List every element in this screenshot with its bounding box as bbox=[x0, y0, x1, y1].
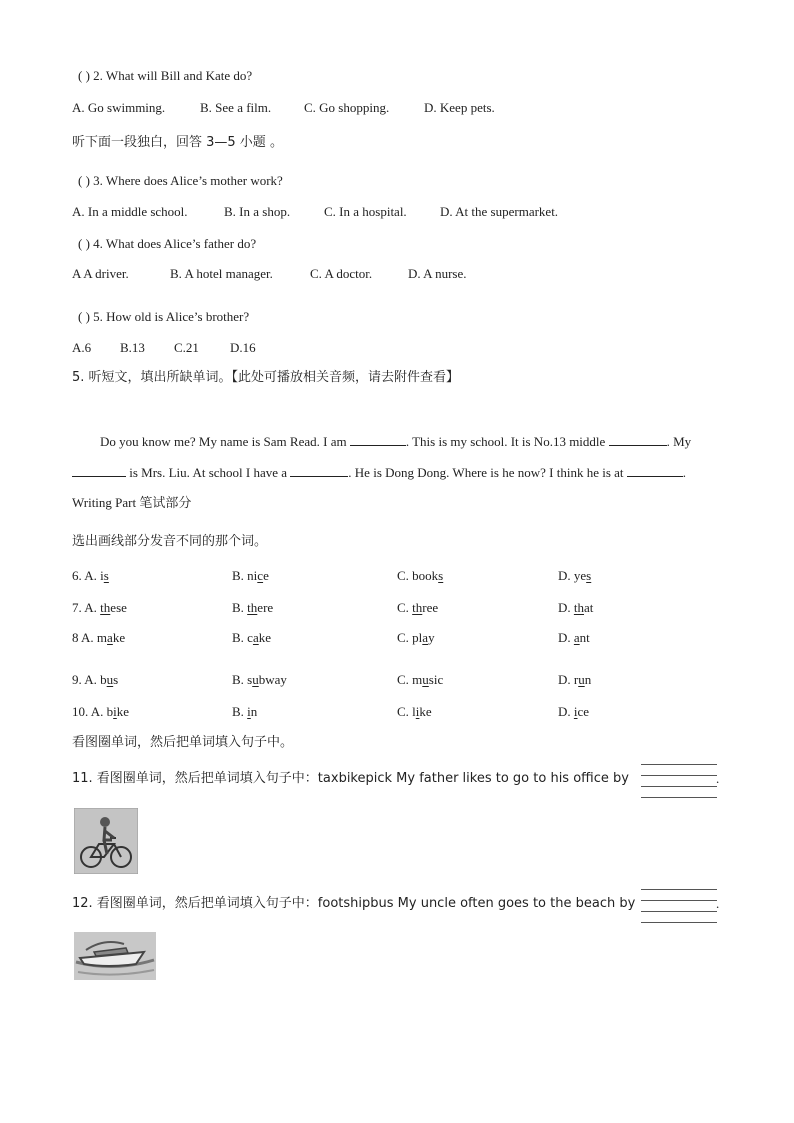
underlined-letters: u bbox=[422, 672, 429, 687]
word-part: B. s bbox=[232, 672, 253, 687]
blank-4 bbox=[290, 464, 348, 477]
word-part: bway bbox=[258, 672, 287, 687]
underlined-letters: i bbox=[113, 704, 117, 719]
writing-part-heading: Writing Part 笔试部分 bbox=[72, 495, 192, 510]
phonetics-q7-option-c bbox=[397, 600, 438, 616]
picture-instruction: 看图圈单词，然后把单词填入句子中。 bbox=[72, 735, 294, 750]
word-part: B. ni bbox=[232, 568, 258, 583]
blank-3 bbox=[72, 464, 126, 477]
blank-5 bbox=[627, 464, 683, 477]
underlined-letters: u bbox=[578, 672, 585, 687]
q2-stem: ( ) 2. What will Bill and Kate do? bbox=[78, 68, 253, 83]
word-part: ke bbox=[116, 704, 130, 719]
word-part: ke bbox=[258, 630, 272, 645]
phonetics-q8-option-d bbox=[558, 630, 590, 646]
underlined-letters: i bbox=[247, 704, 251, 719]
word-part: b bbox=[100, 672, 107, 687]
underlined-letters: s bbox=[103, 568, 109, 583]
underlined-letters: i bbox=[573, 704, 578, 719]
q2-option-b: B. See a film. bbox=[200, 100, 272, 115]
underlined-letters: th bbox=[100, 600, 111, 615]
phonetics-q7-option-d bbox=[558, 600, 593, 616]
word-part: D. r bbox=[558, 672, 579, 687]
q5-stem: ( ) 5. How old is Alice’s brother? bbox=[78, 309, 250, 324]
q4-option-d: D. A nurse. bbox=[408, 266, 467, 281]
phonetics-q9-option-d bbox=[558, 672, 591, 688]
word-part: i bbox=[100, 568, 104, 583]
word-part: B. bbox=[232, 600, 248, 615]
question-number: 8 A. bbox=[72, 630, 97, 645]
phonetics-q6-option-a bbox=[72, 568, 109, 584]
word-part: ere bbox=[257, 600, 274, 615]
q4-option-c: C. A doctor. bbox=[310, 266, 373, 281]
phonetics-q7-option-a bbox=[72, 600, 127, 616]
word-part: e bbox=[263, 568, 269, 583]
q5-option-c: C.21 bbox=[174, 340, 199, 355]
word-part: C. m bbox=[397, 672, 423, 687]
instruction-3-5: 听下面一段独白，回答 3—5 小题 。 bbox=[72, 135, 283, 150]
phonetics-q6-option-d bbox=[558, 568, 591, 584]
boy-riding-bicycle-picture bbox=[74, 808, 138, 874]
q4-option-b: B. A hotel manager. bbox=[170, 266, 273, 281]
phonetics-q9-option-c bbox=[397, 672, 443, 688]
underlined-letters: i bbox=[415, 704, 420, 719]
phonetics-q8-option-a bbox=[72, 630, 125, 646]
q3-option-c: C. In a hospital. bbox=[324, 204, 407, 219]
q5-option-a: A.6 bbox=[72, 340, 92, 355]
word-part: n bbox=[584, 672, 592, 687]
underlined-letters: u bbox=[106, 672, 114, 687]
q4-option-a: A A driver. bbox=[72, 266, 129, 281]
phonetics-q10-option-d bbox=[558, 704, 589, 720]
phonetics-q10-option-b bbox=[232, 704, 257, 720]
q11-period: . bbox=[716, 771, 720, 786]
word-part: sic bbox=[428, 672, 444, 687]
underlined-letters: u bbox=[252, 672, 259, 687]
word-part: at bbox=[584, 600, 594, 615]
word-part: ke bbox=[419, 704, 432, 719]
q11-text: 11. 看图圈单词，然后把单词填入句子中：taxbikepick My father likes to go to his office by bbox=[72, 771, 629, 786]
question-number: 9. A. bbox=[72, 672, 101, 687]
q5-option-b: B.13 bbox=[120, 340, 145, 355]
word-part: n bbox=[250, 704, 258, 719]
q5-option-d: D.16 bbox=[230, 340, 256, 355]
word-part: D. bbox=[558, 704, 574, 719]
q3-stem: ( ) 3. Where does Alice’s mother work? bbox=[78, 173, 283, 188]
underlined-letters: a bbox=[252, 630, 259, 645]
word-part: B. c bbox=[232, 630, 253, 645]
ship-picture bbox=[74, 932, 156, 980]
q3-option-a: A. In a middle school. bbox=[72, 204, 188, 219]
question-number: 6. A. bbox=[72, 568, 101, 583]
word-part: ree bbox=[422, 600, 439, 615]
word-part: nt bbox=[579, 630, 590, 645]
phonetics-q7-option-b bbox=[232, 600, 273, 616]
q12-text: 12. 看图圈单词，然后把单词填入句子中：footshipbus My uncle often goes to the beach by bbox=[72, 896, 636, 911]
underlined-letters: a bbox=[422, 630, 429, 645]
underlined-letters: a bbox=[573, 630, 580, 645]
q2-option-d: D. Keep pets. bbox=[424, 100, 495, 115]
word-part: ke bbox=[112, 630, 126, 645]
word-part: C. pl bbox=[397, 630, 423, 645]
question-number: 10. A. bbox=[72, 704, 107, 719]
phonetics-q8-option-c bbox=[397, 630, 435, 646]
word-part: m bbox=[96, 630, 108, 645]
phonetics-q8-option-b bbox=[232, 630, 271, 646]
phonetics-q6-option-b bbox=[232, 568, 269, 584]
word-part: C. bbox=[397, 600, 413, 615]
underlined-letters: a bbox=[107, 630, 113, 645]
word-part: b bbox=[106, 704, 114, 719]
underlined-letters: th bbox=[247, 600, 258, 615]
underlined-letters: s bbox=[438, 568, 444, 583]
blank-2 bbox=[609, 433, 667, 446]
word-part: s bbox=[113, 672, 119, 687]
phonetics-q9-option-b bbox=[232, 672, 287, 688]
section-5-title: 5. 听短文，填出所缺单词。【此处可播放相关音频，请去附件查看】 bbox=[72, 370, 460, 385]
word-part: C. book bbox=[397, 568, 439, 583]
q12-answer-lines bbox=[641, 879, 720, 923]
phonetics-instruction: 选出画线部分发音不同的那个词。 bbox=[72, 534, 268, 549]
q3-option-b: B. In a shop. bbox=[224, 204, 291, 219]
q3-option-d: D. At the supermarket. bbox=[440, 204, 559, 219]
phonetics-q10-option-a bbox=[72, 704, 129, 720]
underlined-letters: s bbox=[586, 568, 592, 583]
word-part: D. ye bbox=[558, 568, 587, 583]
q2-option-c: C. Go shopping. bbox=[304, 100, 390, 115]
q4-stem: ( ) 4. What does Alice’s father do? bbox=[78, 236, 257, 251]
q11-answer-lines bbox=[641, 754, 720, 798]
phonetics-q10-option-c bbox=[397, 704, 432, 720]
phonetics-q6-option-c bbox=[397, 568, 443, 584]
word-part: ese bbox=[110, 600, 127, 615]
underlined-letters: c bbox=[257, 568, 264, 583]
passage-line-2: is Mrs. Liu. At school I have a . He is Dong Dong. Where is he now? I think he is at . bbox=[72, 464, 686, 481]
question-number: 7. A. bbox=[72, 600, 101, 615]
word-part: C. l bbox=[397, 704, 416, 719]
word-part: D. bbox=[558, 600, 574, 615]
word-part: D. bbox=[558, 630, 574, 645]
word-part: ce bbox=[577, 704, 590, 719]
underlined-letters: th bbox=[412, 600, 423, 615]
underlined-letters: th bbox=[573, 600, 585, 615]
word-part: B. bbox=[232, 704, 248, 719]
phonetics-q9-option-a bbox=[72, 672, 118, 688]
passage-line-1: Do you know me? My name is Sam Read. I am . This is my school. It is No.13 middle . My bbox=[100, 434, 692, 449]
q12-period: . bbox=[716, 896, 720, 911]
blank-1 bbox=[350, 433, 406, 446]
q2-option-a: A. Go swimming. bbox=[72, 100, 166, 115]
word-part: y bbox=[428, 630, 435, 645]
